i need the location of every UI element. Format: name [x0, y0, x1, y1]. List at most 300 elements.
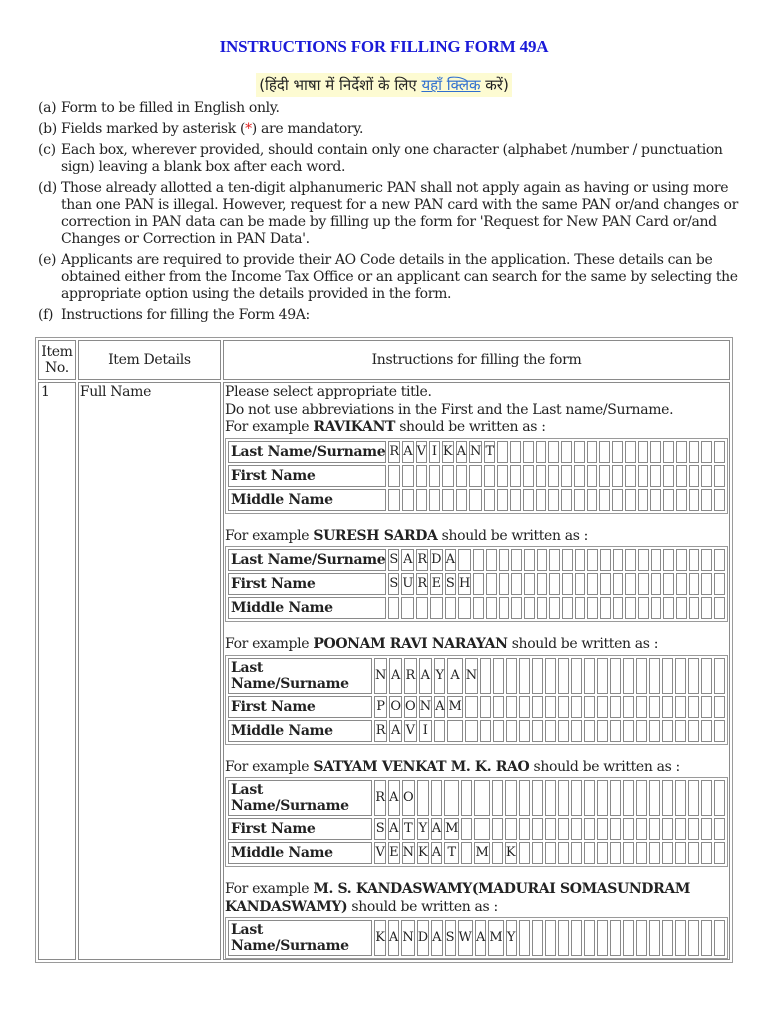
character-box: [575, 597, 586, 619]
character-box: [600, 549, 611, 571]
character-box: N: [402, 842, 415, 864]
character-box: [429, 465, 440, 487]
name-field-label: Last Name/Surname: [228, 780, 372, 816]
character-box: [388, 465, 400, 487]
name-field-row: [228, 489, 725, 511]
character-box: [623, 780, 634, 816]
character-box: A: [388, 920, 399, 956]
name-example: [225, 636, 728, 745]
character-box: [388, 489, 400, 511]
character-box: [650, 465, 661, 487]
character-box: [561, 489, 572, 511]
example-caption: [225, 881, 728, 916]
character-box: [714, 658, 725, 694]
instruction-text: Applicants are required to provide their AO Code details in the application. These details can be obtained either from the Income Tax Office or an applicant can search for the same by selecting the appropriate option using the details provided in the form.: [61, 252, 738, 303]
character-box: N: [374, 658, 387, 694]
name-field-row: [228, 573, 725, 595]
character-box: [714, 597, 725, 619]
character-box: [662, 696, 673, 718]
hindi-instructions-banner: [256, 73, 512, 97]
character-box: [612, 441, 623, 463]
name-field-label: First Name: [228, 465, 386, 487]
character-box: [558, 920, 569, 956]
character-box: [676, 441, 687, 463]
character-box: V: [416, 441, 427, 463]
name-character-grid: [225, 655, 728, 745]
instruction-item: [38, 142, 738, 176]
character-box: [689, 489, 700, 511]
character-box: A: [419, 658, 432, 694]
character-box: [714, 573, 725, 595]
character-box: K: [442, 441, 454, 463]
character-box: [575, 549, 586, 571]
character-box: N: [465, 658, 478, 694]
character-box: [549, 549, 560, 571]
character-box: [497, 465, 508, 487]
character-box: [597, 696, 608, 718]
character-box: [649, 720, 660, 742]
character-box: [445, 597, 456, 619]
character-box: [430, 597, 442, 619]
character-box: A: [475, 920, 486, 956]
character-box: [663, 549, 674, 571]
character-box: T: [484, 441, 495, 463]
character-box: [636, 658, 647, 694]
character-box: [638, 549, 649, 571]
character-box: [561, 465, 572, 487]
character-box: [597, 780, 608, 816]
character-box: D: [417, 920, 429, 956]
character-box: [623, 658, 634, 694]
character-box: [532, 842, 543, 864]
character-box: [571, 720, 582, 742]
instruction-item: [38, 307, 738, 324]
character-box: [623, 920, 634, 956]
character-box: [638, 441, 649, 463]
character-box: [701, 696, 712, 718]
character-box: [571, 818, 582, 840]
character-box: [688, 658, 699, 694]
instruction-marker: (c): [38, 141, 56, 158]
character-box: [663, 597, 674, 619]
instruction-text: Form to be filled in English only.: [61, 100, 280, 116]
hindi-suffix: करें): [480, 76, 509, 94]
character-box: [600, 597, 611, 619]
header-item-no: Item No.: [38, 340, 76, 380]
character-box: [562, 597, 573, 619]
character-box: [545, 818, 556, 840]
example-caption-prefix: For example: [225, 527, 314, 544]
character-box: [493, 720, 504, 742]
character-box: O: [404, 696, 417, 718]
character-box: [506, 658, 517, 694]
instruction-text: Those already allotted a ten-digit alphanumeric PAN shall not apply again as having or using more than one PAN is illegal. However, request for a new PAN card with the same PAN or/and changes or correction in PAN data can be made by filling up the form for 'Request for New PAN Card or/and Changes or Correction in PAN Data'.: [61, 179, 738, 248]
character-box: [675, 658, 686, 694]
character-box: D: [430, 549, 442, 571]
character-box: R: [388, 441, 400, 463]
character-box: A: [389, 658, 402, 694]
character-box: [689, 549, 700, 571]
character-box: [558, 842, 569, 864]
character-box: [473, 597, 484, 619]
character-box: [416, 465, 427, 487]
character-box: A: [388, 818, 400, 840]
character-box: [663, 489, 674, 511]
character-box: [497, 441, 508, 463]
character-box: [532, 696, 543, 718]
character-box: [484, 465, 495, 487]
character-box: N: [419, 696, 432, 718]
character-box: [638, 573, 649, 595]
character-box: [701, 720, 712, 742]
instruction-marker: (e): [38, 252, 57, 268]
character-box: [493, 696, 504, 718]
character-box: A: [389, 720, 402, 742]
character-box: [636, 696, 647, 718]
character-box: [523, 465, 534, 487]
character-box: [612, 465, 623, 487]
character-box: [545, 696, 556, 718]
character-box: E: [388, 842, 400, 864]
character-box: [625, 597, 636, 619]
character-box: [486, 549, 497, 571]
character-box: [662, 920, 673, 956]
character-box: [689, 597, 700, 619]
character-box: [465, 696, 478, 718]
character-box: A: [388, 780, 400, 816]
character-box: [532, 818, 543, 840]
character-box: V: [374, 842, 386, 864]
character-box: A: [456, 441, 467, 463]
character-box: [636, 780, 647, 816]
character-box: [584, 920, 595, 956]
character-box: [651, 549, 662, 571]
character-box: [714, 549, 725, 571]
character-box: [662, 658, 673, 694]
character-box: S: [445, 573, 456, 595]
character-box: [388, 597, 399, 619]
instruction-item: [38, 100, 738, 117]
character-box: [623, 696, 634, 718]
character-box: A: [431, 818, 442, 840]
character-box: [458, 597, 471, 619]
character-box: [662, 780, 673, 816]
example-caption-suffix: should be written as :: [529, 758, 680, 775]
character-box: [458, 549, 471, 571]
hindi-click-here-link[interactable]: यहाँ क्लिक: [421, 76, 481, 94]
character-box: [571, 658, 582, 694]
character-box: [610, 720, 621, 742]
character-box: [511, 549, 522, 571]
name-field-label: Middle Name: [228, 489, 386, 511]
character-box: [575, 573, 586, 595]
instruction-item: [38, 121, 738, 138]
name-character-grid: [225, 546, 728, 622]
character-box: [558, 720, 569, 742]
name-example: [225, 419, 728, 514]
character-box: T: [444, 842, 459, 864]
character-box: [473, 573, 484, 595]
character-box: [649, 920, 660, 956]
character-box: [663, 465, 674, 487]
name-field-row: [228, 818, 725, 840]
character-box: V: [404, 720, 417, 742]
character-box: [431, 780, 442, 816]
character-box: [701, 597, 712, 619]
character-box: [519, 658, 530, 694]
character-box: [597, 720, 608, 742]
character-box: [597, 658, 608, 694]
character-box: S: [374, 818, 386, 840]
name-field-label: First Name: [228, 818, 372, 840]
character-box: [584, 720, 595, 742]
name-field-row: [228, 920, 725, 956]
instruction-marker: (d): [38, 179, 57, 196]
character-box: [584, 842, 595, 864]
character-box: [623, 842, 634, 864]
character-box: I: [419, 720, 432, 742]
character-box: K: [505, 842, 517, 864]
character-box: [662, 818, 673, 840]
character-box: W: [458, 920, 473, 956]
character-box: [545, 720, 556, 742]
examples-container: [225, 419, 728, 959]
character-box: [532, 780, 543, 816]
character-box: R: [374, 780, 386, 816]
character-box: [663, 441, 674, 463]
character-box: [571, 780, 582, 816]
character-box: [519, 720, 530, 742]
character-box: [623, 720, 634, 742]
character-box: [676, 597, 687, 619]
example-caption: [225, 636, 728, 654]
character-box: [429, 489, 440, 511]
character-box: [587, 597, 598, 619]
character-box: [561, 441, 572, 463]
character-box: [402, 489, 413, 511]
character-box: [599, 441, 610, 463]
character-box: A: [431, 842, 442, 864]
character-box: [474, 780, 489, 816]
character-box: [651, 597, 662, 619]
character-box: [610, 658, 621, 694]
example-caption-prefix: For example: [225, 419, 314, 435]
character-box: [689, 573, 700, 595]
character-box: [676, 465, 687, 487]
character-box: [610, 780, 621, 816]
character-box: [519, 818, 530, 840]
character-box: [663, 573, 674, 595]
character-box: [574, 465, 585, 487]
name-field-label: Middle Name: [228, 597, 386, 619]
character-box: [523, 441, 534, 463]
character-box: [558, 818, 569, 840]
character-box: [434, 720, 445, 742]
character-box: [442, 465, 454, 487]
header-instructions: Instructions for filling the form: [223, 340, 730, 380]
character-box: [625, 489, 636, 511]
character-box: [571, 696, 582, 718]
character-box: [636, 920, 647, 956]
character-box: [650, 441, 661, 463]
page-title: INSTRUCTIONS FOR FILLING FORM 49A: [219, 37, 549, 56]
character-box: [505, 780, 517, 816]
character-box: [562, 549, 573, 571]
character-box: U: [401, 573, 414, 595]
name-field-row: [228, 465, 725, 487]
character-box: [638, 465, 649, 487]
character-box: [649, 780, 660, 816]
character-box: [474, 818, 489, 840]
character-box: [676, 549, 687, 571]
character-box: [597, 920, 608, 956]
character-box: [456, 465, 467, 487]
character-box: [625, 465, 636, 487]
name-field-label: Last Name/Surname: [228, 658, 372, 694]
character-box: [587, 441, 598, 463]
character-box: [536, 465, 547, 487]
character-box: [649, 696, 660, 718]
character-box: [511, 597, 522, 619]
character-box: [537, 597, 548, 619]
character-box: [714, 818, 725, 840]
character-box: Y: [417, 818, 429, 840]
character-box: [676, 489, 687, 511]
character-box: [510, 441, 521, 463]
character-box: [701, 573, 712, 595]
instruction-text: Instructions for filling the Form 49A:: [61, 307, 310, 324]
name-field-label: Middle Name: [228, 842, 372, 864]
example-caption: [225, 528, 728, 546]
instruction-marker: (b): [38, 120, 57, 137]
character-box: A: [402, 441, 413, 463]
character-box: [480, 696, 491, 718]
character-box: [536, 441, 547, 463]
intro-line: Please select appropriate title.: [225, 384, 432, 400]
character-box: [714, 489, 725, 511]
character-box: [465, 720, 478, 742]
name-character-grid: [225, 917, 728, 959]
character-box: [714, 696, 725, 718]
character-box: I: [429, 441, 440, 463]
example-caption-prefix: For example: [225, 758, 314, 775]
character-box: S: [388, 573, 399, 595]
example-caption: [225, 759, 728, 777]
character-box: [549, 597, 560, 619]
character-box: P: [374, 696, 387, 718]
name-field-row: [228, 441, 725, 463]
character-box: [519, 920, 530, 956]
character-box: [688, 920, 699, 956]
character-box: [636, 842, 647, 864]
example-name: SATYAM VENKAT M. K. RAO: [313, 758, 530, 775]
example-caption-prefix: For example: [225, 881, 314, 897]
character-box: [599, 465, 610, 487]
name-character-grid: [225, 438, 728, 514]
character-box: [610, 696, 621, 718]
name-example: [225, 881, 728, 959]
character-box: [473, 549, 484, 571]
character-box: M: [444, 818, 459, 840]
name-field-label: First Name: [228, 696, 372, 718]
character-box: [532, 658, 543, 694]
character-box: [548, 465, 559, 487]
character-box: [548, 489, 559, 511]
character-box: [701, 489, 712, 511]
character-box: [701, 920, 712, 956]
character-box: [416, 597, 428, 619]
character-box: [480, 720, 491, 742]
name-character-grid: [225, 777, 728, 867]
character-box: Y: [434, 658, 445, 694]
character-box: N: [469, 441, 482, 463]
name-field-label: Middle Name: [228, 720, 372, 742]
character-box: [675, 842, 686, 864]
character-box: K: [374, 920, 386, 956]
character-box: [511, 573, 522, 595]
character-box: [701, 842, 712, 864]
character-box: [493, 658, 504, 694]
character-box: [636, 818, 647, 840]
character-box: [688, 720, 699, 742]
character-box: [650, 489, 661, 511]
name-field-label: First Name: [228, 573, 386, 595]
character-box: [519, 696, 530, 718]
character-box: [599, 489, 610, 511]
character-box: [714, 780, 725, 816]
character-box: [519, 842, 530, 864]
character-box: [447, 720, 462, 742]
character-box: [402, 465, 413, 487]
character-box: [562, 573, 573, 595]
character-box: [701, 465, 712, 487]
character-box: A: [434, 696, 445, 718]
character-box: [688, 780, 699, 816]
character-box: [499, 549, 510, 571]
character-box: Y: [506, 920, 517, 956]
character-box: [536, 489, 547, 511]
character-box: K: [417, 842, 429, 864]
instruction-text: Fields marked by asterisk (: [61, 120, 246, 137]
instruction-marker: (f): [38, 307, 54, 324]
name-field-row: [228, 549, 725, 571]
example-caption: [225, 419, 728, 437]
character-box: [510, 489, 521, 511]
character-box: [417, 780, 429, 816]
character-box: [524, 549, 535, 571]
hindi-prefix: (हिंदी भाषा में निर्देशों के लिए: [259, 76, 422, 94]
character-box: [442, 489, 454, 511]
character-box: [613, 573, 624, 595]
character-box: [545, 658, 556, 694]
character-box: [675, 696, 686, 718]
character-box: [638, 489, 649, 511]
name-example: [225, 528, 728, 623]
character-box: [461, 818, 472, 840]
character-box: [587, 573, 598, 595]
character-box: A: [431, 920, 442, 956]
character-box: M: [447, 696, 462, 718]
character-box: [461, 842, 472, 864]
character-box: [574, 441, 585, 463]
character-box: E: [430, 573, 442, 595]
hindi-instructions-line: [0, 73, 768, 97]
character-box: [649, 842, 660, 864]
example-caption-suffix: should be written as :: [347, 898, 498, 915]
character-box: [523, 489, 534, 511]
character-box: [486, 573, 497, 595]
instruction-text: Each box, wherever provided, should contain only one character (alphabet /number / punctuation sign) leaving a blank box after each word.: [61, 141, 723, 175]
